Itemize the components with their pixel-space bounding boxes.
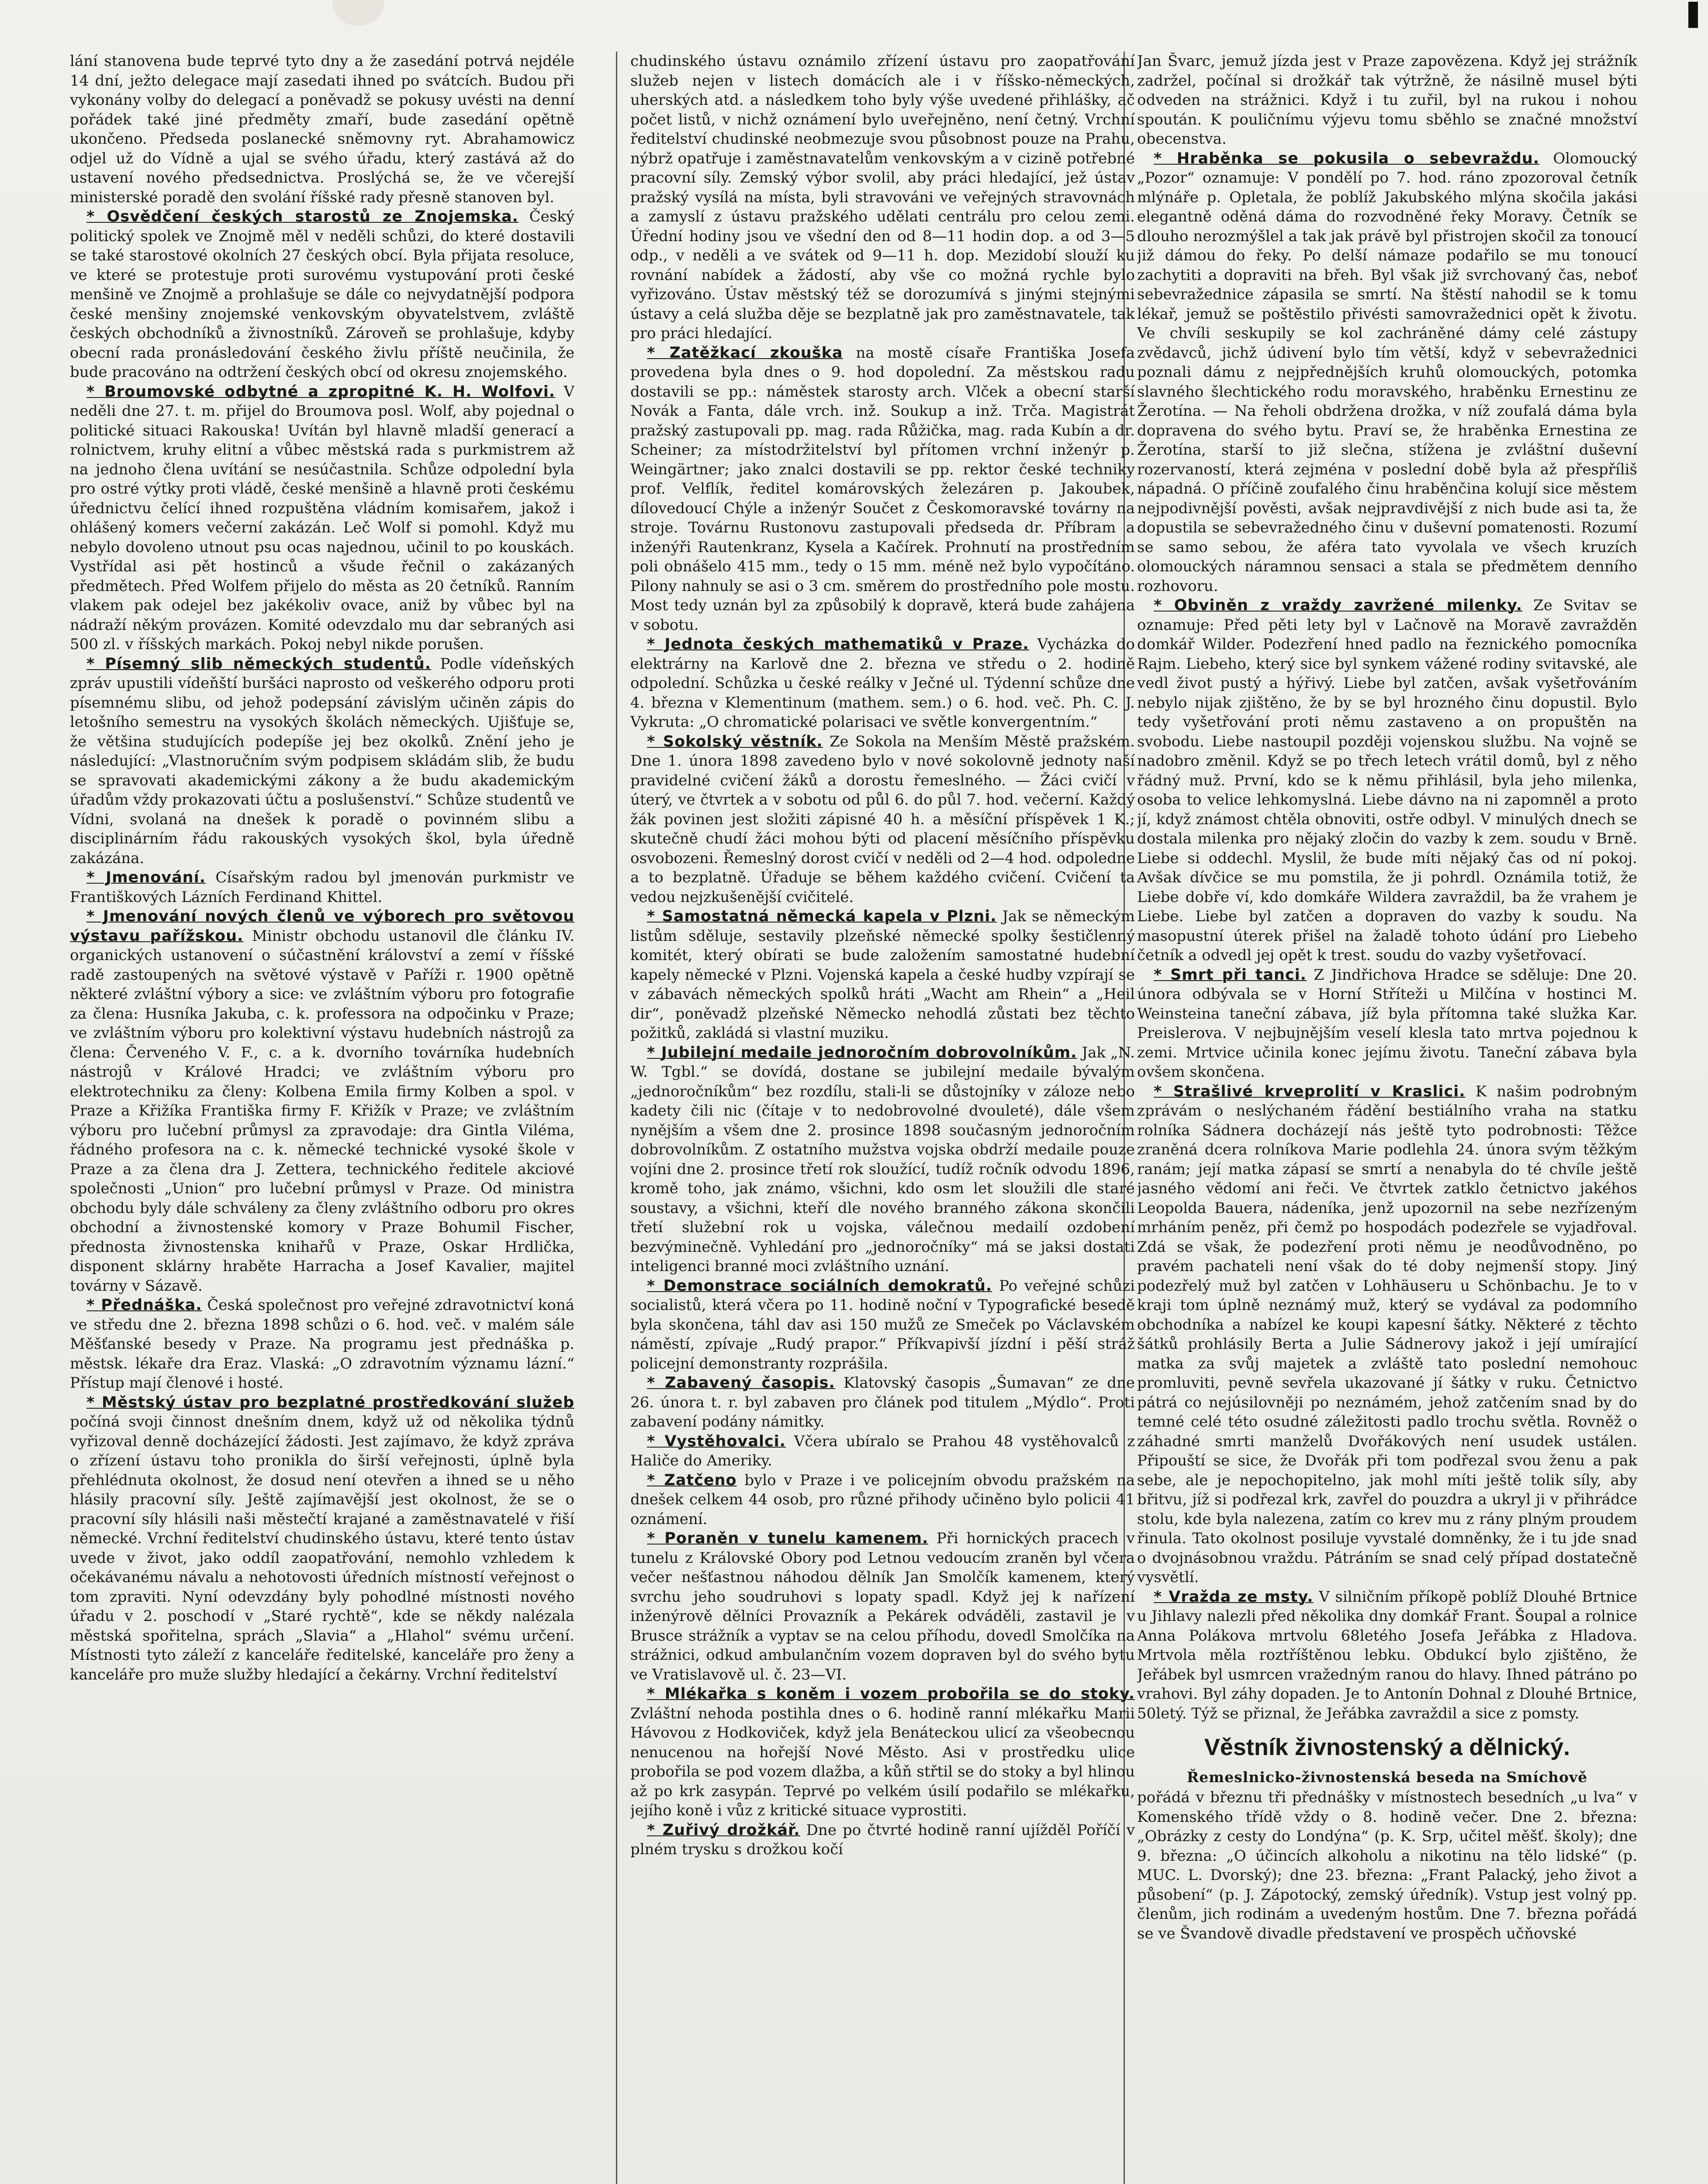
article <box>70 207 574 382</box>
article <box>1137 1082 1637 1587</box>
article-headline: * Jubilejní medaile jednoročním dobrovolníkům. <box>647 1044 1077 1061</box>
section-title: Věstník živnostenský a dělnický. <box>1204 1734 1570 1760</box>
article <box>70 1393 574 1685</box>
article-headline: * Obviněn z vraždy zavržené milenky. <box>1154 597 1523 614</box>
article-body: Zvláštní nehoda postihla dnes o 6. hodině ranní mlékařku Marii Hávovou z Hodkoviček, když jela Benáteckou ulicí za všeobecnou nenucenou na hořejší Nové Město. Asi v prostředku ulice probořila se pod vozem dlažba, a kůň střtil se do stoky a byl hlinou až po krk zasypán. Teprvé po velkém úsilí podařilo se mlékařku, jejího koně i vůz z kritické situace vyprostiti. <box>630 1704 1135 1819</box>
article <box>630 343 1135 635</box>
article-body: V neděli dne 27. t. m. přijel do Broumova posl. Wolf, aby pojednal o politické situaci Rakouska! Uvítán byl hlavně mladší generací a rolnictvem, kruhy elitní a vůbec městská rada s purkmistrem až na jednoho člena uvítání se nesúčastnila. Schůze odpolední byla pro ostré výtky proti vládě, české menšině a hlavně proti českému úřednictvu čelící ihned rozpuštěna vládním komisařem, jakož i ohlášený komers večerní zakázán. Leč Wolf si pomohl. Když mu nebylo dovoleno utnout psu ocas najednou, učinil to po kouskách. Vystřídal asi pět hostinců a všude řečnil o zakázaných předmětech. Před Wolfem přijelo do města as 20 četníků. Ranním vlakem pak odejel bez jakékoliv ovace, aniž by vůbec byl na nádraží někým provázen. Komité odevzdalo mu dar sebraných asi 500 zl. v říšských markách. Pokoj nebyl nikde porušen. <box>70 383 574 653</box>
article <box>630 1432 1135 1471</box>
continued-text: chudinského ústavu oznámilo zřízení ústavu pro zaopatřování služeb nejen v listech domácích ale i v říšsko-německých, uherských atd. a následkem toho byly výše uvedené přihlášky, ač počet listů, v nichž oznámení bylo uveřejněno, není četný. Vrchní ředitelství chudinské neobmezuje svou působnost pouze na Prahu, nýbrž opatřuje i zaměstnavatelům venkovským a v cizině potřebné pracovní síly. Zemský výbor svolil, aby práci hledající, jež ústav pražský vysílá na místa, byli stravováni ve veřejných stravovnách a zamyslí z ústavu pražského udělati centrálu pro celou zemi. Úřední hodiny jsou ve všední den od 8—11 hodin dop. a od 3—5 odp., v neděli a ve svátek od 9—11 h. dop. Mezidobí slouží ku rovnání nabídek a žádostí, aby vše co možná rychle bylo vyřizováno. Ústav městský též se dorozumívá s jinými stejnými ústavy a celá služba děje se bezplatně jak pro zaměstnavatele, tak pro práci hledající. <box>630 52 1135 342</box>
article <box>630 1373 1135 1432</box>
article-body: počíná svoji činnost dnešním dnem, když už od několika týdnů vyřizoval denně docházející žádosti. Jest zajímavo, že když zpráva o zřízení ústavu toho pronikla do širší veřejnosti, úplně byla přehlédnuta okolnost, že dosud není otevřen a ihned se u něho hlásily pracovní síly. Ještě zajímavější jest okolnost, že se o pracovní síly hlásili naši městečtí krajané a zaměstnavatelé v řiší německé. Vrchní ředitelství chudinského ústavu, které tento ústav uvede v život, jako oddíl zaopatřování, nemohlo vzhledem k očekávanému návalu a nehotovosti úředních místností veřejnost o tom zpraviti. Nyní odevzdány byly pohodlné místnosti nového úřadu v 2. poschodí v „Staré rychtě“, kde se někdy nalézala městská spořitelna, sprách „Slavia“ a „Hlahol“ svému určení. Místnosti tyto záleží z kanceláře ředitelské, kanceláře pro ženy a kanceláře pro muže služby hledající a čekárny. Vrchní ředitelství <box>70 1413 574 1683</box>
article <box>630 907 1135 1043</box>
article-headline: * Vystěhovalci. <box>647 1432 786 1450</box>
article <box>630 732 1135 907</box>
article <box>630 635 1135 732</box>
column-rule-left <box>616 52 617 2184</box>
column-1 <box>70 52 574 2184</box>
article-body: na mostě císaře Františka Josefa provedena byla dnes o 9. hod dopolední. Za městskou radu dostavili se pp.: náměstek starosty arch. Vlček a obecní starší Novák a Fanta, dále vrch. inž. Soukup a inž. Trča. Magistrát pražský zastupovali pp. mag. rada Růžička, mag. rada Kubín a dr. Scheiner; za místodržitelství byl přítomen vrchní inženýr p. Weingärtner; jako znalci dostavili se pp. rektor české techniky prof. Velflík, ředitel komárovských železáren p. Jakoubek, dílovedoucí Chýle a inženýr Součet z Českomoravské továrny na stroje. Továrnu Rustonovu zastupovali předseda dr. Příbram a inženýři Rautenkranz, Kysela a Kačírek. Prohnutí na prostředním poli obnášelo 415 mm., tedy o 15 mm. méně než bylo vypočítáno. Pilony nahnuly se asi o 3 cm. směrem do prostředního pole mostu. Most tedy uznán byl za způsobilý k dopravě, která bude zahájena v sobotu. <box>630 344 1135 634</box>
article <box>70 907 574 1296</box>
column-3 <box>1137 52 1637 2184</box>
article <box>630 1529 1135 1684</box>
article-headline: * Osvědčení českých starostů ze Znojemska. <box>86 208 519 225</box>
edge-mark-top <box>1688 2 1698 28</box>
article-body: Olomoucký „Pozor“ oznamuje: V pondělí po 7. hod. ráno zpozoroval četník mlýnáře p. Opletala, že poblíž Jakubského mlýna skočila jakási elegantně oděná dáma do rozvodněné řeky Moravy. Četník se dlouho nerozmýšlel a tak jak právě byl přistrojen skočil za tonoucí již dámou do řeky. Po delší námaze podařilo se mu tonoucí zachytiti a dopraviti na břeh. Byl však již svrchovaný čas, neboť sebevražednice zápasila se smrtí. Na štěstí nahodil se k tomu lékař, jemuž se poštěstilo přivésti samovražednici opět k životu. Ve chvíli seskupily se kol zachráněné dámy celé zástupy zvědavců, jichž údivení bylo tím větší, když v sebevražednici poznali dámu z nejpřednějších kruhů olomouckých, potomka slavného šlechtického rodu moravského, hraběnku Ernestinu ze Žerotína. — Na řeholi obdržena drožka, v níž zoufalá dáma byla dopravena do svého bytu. Praví se, že hraběnka Ernestina ze Žerotína, starší to již slečna, stížena je zvláštní duševní rozervaností, která zejména v poslední době byla až přespříliš nápadná. O příčině zoufalého činu hraběnčina kolují sice městem nejpodivnější pověsti, avšak nejpravdivější z nich bude asi ta, že dopustila se sebevražedného činu v duševní pomatenosti. Rozumí se samo sebou, že aféra tato vyvolala ve všech kruzích olomouckých náramnou sensaci a stala se předmětem denního rozhovoru. <box>1137 149 1637 595</box>
article-body: pořádá v březnu tři přednášky v místnostech besedních „u lva“ v Komenského třídě vždy o 8. hodině večer. Dne 2. března: „Obrázky z cesty do Londýna“ (p. K. Srp, učitel měšť. školy); dne 9. března: „O účincích alkoholu a nikotinu na tělo lidské“ (p. MUC. L. Dvorský); dne 23. března: „Frant Palacký, jeho život a působení“ (p. J. Zápotocký, zemský úředník). Vstup jest volný pp. členům, jich rodinám a uvedeným hostům. Dne 7. března pořádá se ve Švandově divadle představení ve prospěch učňovské <box>1137 1789 1637 1942</box>
article-headline: * Demonstrace sociálních demokratů. <box>647 1277 992 1295</box>
article-body: bylo v Praze i ve policejním obvodu pražském na dnešek celkem 44 osob, pro různé přihody učiněno bylo policii 41 oznámení. <box>630 1471 1135 1528</box>
article-headline: * Jednota českých mathematiků v Praze. <box>647 636 1029 653</box>
article <box>630 1821 1135 1859</box>
article-body: Dne po čtvrté hodině ranní ujížděl Poříčí v plném trysku s drožkou kočí <box>630 1821 1135 1858</box>
article-body: Podle vídeňských zpráv upustili vídeňští buršáci naprosto od veškerého odporu proti písemnému slibu, od jehož podepsání závislým učiněn zápis do letošního semestru na vysokých školách německých. Ujišťuje se, že většina studujících podepíše jej bez okolků. Znění jeho je následující: „Vlastnoručním svým podpisem skládám slib, že budu se spravovati akademickými zákony a že budu akademickým úřadům vždy prokazovati účtu a poslušenství.“ Schůze studentů ve Vídni, svolaná na dnešek k poradě o povinném slibu a disciplinárním řádu rakouských vysokých škol, byla úředně zakázána. <box>70 655 574 867</box>
article-body: Klatovský časopis „Šumavan“ ze dne 26. února t. r. byl zabaven pro článek pod titulem „Mýdlo“. Proti zabavení podány námitky. <box>630 1374 1135 1431</box>
article-headline: * Vražda ze msty. <box>1154 1588 1314 1606</box>
article-body: Při hornických pracech v tunelu z Královské Obory pod Letnou vedoucím zraněn byl včera večer nešťastnou náhodou dělník Jan Smolčík kamenem, který svrchu jeho soudruhovi s lopaty spadl. Když jej k nařízení inženýrově dělníci Provazník a Pekárek odváděli, zastavil je v Brusce strážník a vyptav se na celou příhodu, dovedl Smolčíka na strážnici, odkud ambulančním vozem dopraven byl do svého bytu ve Vratislavově ul. č. 23—VI. <box>630 1530 1135 1683</box>
article-headline: * Mlékařka s koněm i vozem probořila se do stoky. <box>647 1685 1135 1703</box>
article-headline: * Samostatná německá kapela v Plzni. <box>647 908 997 925</box>
article <box>630 1043 1135 1276</box>
article <box>70 382 574 654</box>
article-body: Z Jindřichova Hradce se sděluje: Dne 20. února odbývala se v Horní Stříteži u Milčína v hostinci M. Weinsteina taneční zábava, jíž byla přítomna také služka Kar. Preislerova. V nejbujnějším veselí klesla tato mrtva pojednou k zemi. Mrtvice učinila konec jejímu životu. Taneční zábava byla ovšem skončena. <box>1137 966 1637 1081</box>
article-headline: * Zatčeno <box>647 1471 737 1489</box>
article-body: Císařským radou byl jmenován purkmistr ve Františkových Lázních Ferdinand Khittel. <box>70 869 574 906</box>
article <box>1137 596 1637 965</box>
article-headline: * Broumovské odbytné a zpropitné K. H. Wolfovi. <box>86 383 555 401</box>
article-body: Ze Sokola na Menším Městě pražském. Dne 1. února 1898 zavedeno bylo v nové sokolovně jednoty naší pravidelné cvičení žáků a dorostu řemeslného. — Žáci cvičí v úterý, ve čtvrtek a v sobotu od půl 6. do půl 7. hod. večerní. Každý žák povinen jest složiti zápisné 40 h. a měsíční příspěvek 1 K.; skutečně chudí žáci mohou býti od placení měsíčního příspěvku osvobozeni. Řemeslný dorost cvičí v neděli od 2—4 hod. odpoledne a to bezplatně. Úřaduje se během každého cvičení. Cvičení ta vedou nejzkušenější cvičitelé. <box>630 733 1135 906</box>
article-headline: * Jmenování nových členů ve výborech pro světovou výstavu pařížskou. <box>70 908 574 945</box>
article-body: Česká společnost pro veřejné zdravotnictví koná ve středu dne 2. března 1898 schůzi o 6. hod. več. v malém sále Měšťanské besedy v Praze. Na programu jest přednáška p. městsk. lékaře dra Eraz. Vlaská: „O zdravotním významu lázní.“ Přístup mají členové i hosté. <box>70 1296 574 1392</box>
article-headline: * Městský ústav pro bezplatné prostředkování služeb <box>86 1393 574 1411</box>
article <box>1137 965 1637 1082</box>
article-body: Jak se německým listům sděluje, sestavily plzeňské německé spolky šestičlenný komitét, který obírati se bude založením samostatné hudební kapely německé v Plzni. Vojenská kapela a české hudby vzpírají se v zábavách německých spolků hráti „Wacht am Rhein“ a „Heil dir“, poněvadž plzeňské Německo nehodlá zůstati bez těchto požitků, zakládá si vlastní muziku. <box>630 908 1135 1042</box>
article-headline: * Zuřivý drožkář. <box>647 1821 800 1839</box>
article-headline: * Jmenování. <box>86 869 206 886</box>
article <box>70 868 574 907</box>
article <box>630 1471 1135 1529</box>
article-body: K našim podrobným zprávám o neslýchaném řádění bestiálního vraha na statku rolníka Sádnera docházejí nás ještě tyto podrobnosti: Těžce zraněná dcera rolníkova Marie podlehla 24. února svým těžkým ranám; její matka zápasí se smrtí a nenabyla do té chvíle ještě jasného vědomí ani řeči. Ve čtvrtek zatklo četnictvo jakéhos Leopolda Bauera, nádeníka, jenž upozornil na sebe nezřízeným mrháním peněz, při čemž po hospodách podezřele se vyjadřoval. Zdá se však, že podezření proti němu je neodůvodněno, po pravém pachateli není však do té doby nejmenší stopy. Jiný podezřelý muž byl zatčen v Lohhäuseru u Schönbachu. Je to v kraji tom úplně neznámý muž, který se vydával za podomního obchodníka a nabízel ke koupi kapesní šátky. Některé z těchto šátků prohlásily Berta a Julie Sádnerovy jakož i její umírající matka za svůj majetek a zvláště tato poslední nemohouc promluviti, pevně sevřela ukazované jí šátky v ruku. Četnictvo pátrá co nejúsilovněji po neznámém, jehož zatčením snad by do temné celé této osudné záležitosti padlo trochu světla. Rovněž o záhadné smrti manželů Dvořákových není usudek ustálen. Připouští se sice, že Dvořák při tom podřezal svou ženu a pak sebe, ale je nepochopitelno, jak mohl míti ještě tolik síly, aby břitvu, jíž si podřezal krk, zavřel do pouzdra a ukryl ji v přihrádce stolu, kde byla nalezena, zatím co krev mu z rány plným proudem řinula. Tato okolnost posiluje vyvstalé domněnky, že i tu jde snad o dvojnásobnou vraždu. Pátráním se snad celý případ dostatečně vysvětlí. <box>1137 1082 1637 1586</box>
article <box>70 654 574 868</box>
article <box>630 1276 1135 1374</box>
column-2 <box>630 52 1135 2184</box>
article-body: Po veřejné schůzi socialistů, která včera po 11. hodině noční v Typografické besedě byla skončena, táhl dav asi 150 mužů ze Smeček po Václavském náměstí, zpívaje „Rudý prapor.“ Příkvapivší jízdní i pěší stráž policejní demonstranty rozprášila. <box>630 1277 1135 1372</box>
article-headline: * Zatěžkací zkouška <box>647 344 843 362</box>
article-headline: * Sokolský věstník. <box>647 733 823 750</box>
article <box>630 1684 1135 1821</box>
article-headline: * Poraněn v tunelu kamenem. <box>647 1530 929 1547</box>
article-body: Jak „N. W. Tgbl.“ se dovídá, dostane se jubilejní medaile bývalým „jednoročníkům“ bez rozdílu, stali-li se důstojníky v záloze nebo kadety čili nic (čítaje v to nedobrovolné dvouleté), dále všem nynějším a všem dne 2. prosince 1898 současným jednoročním dobrovolníkům. Z ostatního mužstva vojska obdrží medaile pouze vojíni dne 2. prosince třetí rok sloužící, tudíž ročník odvodu 1896, kromě toho, jak známo, všichni, kdo osm let sloužili dle staré soustavy, a všichni, kteří dle nového branného zákona skončili třetí služební rok u vojska, válečnou medailí ozdobení bezvýminečně. Vyhledání pro „jednoročníky“ má se jaksi dostati inteligenci branné moci zvláštního uznání. <box>630 1044 1135 1275</box>
continued-text: lání stanovena bude teprvé tyto dny a že zasedání potrvá nejdéle 14 dní, ježto delegace mají zasedati ihned po svátcích. Budou při vykonány volby do delegací a poněvadž se pokusy uvésti na denní pořádek také jiné předměty zmaří, bude zasedání opětně ukončeno. Předseda poslanecké sněmovny ryt. Abrahamowicz odjel už do Vídně a ujal se svého úřadu, který zastává až do ustavení nového předsednictva. Proslýchá se, že ve včerejší ministerské poradě den svolání říšské rady přesně stanoven byl. <box>70 52 574 206</box>
article-body: Ministr obchodu ustanovil dle článku IV. organických ustanovení o súčastnění království a zemí v říšské radě zastoupených na světové výstavě v Paříži r. 1900 opětně některé zvláštní výbory a sice: ve zvláštním výboru pro fotografie za člena: Husníka Jakuba, c. k. professora na odpočinku v Praze; ve zvláštním výboru pro kolektivní výstavu hudebních nástrojů za člena: Červeného V. F., c. a k. dvorního továrníka hudebních nástrojů v Králové Hradci; ve zvláštním výboru pro elektrotechniku za členy: Kolbena Emila firmy Kolben a spol. v Praze a Křižíka Františka firmy F. Křižík v Praze; ve zvláštním výboru pro lučební průmysl za zpravodaje: dra Gintla Viléma, řádného profesora na c. k. německé technické vysoké škole v Praze a za člena dra J. Zettera, technického ředitele akciové společnosti „Union“ pro lučební průmysl v Praze. Od ministra obchodu byly dále schváleny za členy zvláštního odboru pro okres obchodní a živnostenské komory v Praze Bohumil Fischer, přednosta živnostenska knihařů v Praze, Oskar Hrdlička, disponent sklárny hraběte Harracha a Josef Kavalier, majitel továrny v Sázavě. <box>70 927 574 1295</box>
paper-stain <box>332 0 384 26</box>
article <box>1137 1587 1637 1724</box>
article-body: Včera ubíralo se Prahou 48 vystěhovalců z Haliče do Ameriky. <box>630 1432 1135 1469</box>
article-headline: * Zabavený časopis. <box>647 1374 835 1392</box>
article-headline: * Smrt při tanci. <box>1154 966 1307 984</box>
article-body: Český politický spolek ve Znojmě měl v neděli schůzi, do které dostavili se také starostové okolních 27 českých obcí. Byla přijata resoluce, ve které se protestuje proti surovému vystupování proti české menšině ve Znojmě a prohlašuje se dále co nejvydatnější podpora české menšiny znojemské venkovským obyvatelstvem, zvláště českých obchodníků a živnostníků. Zároveň se prohlašuje, kdyby obecní rada pronásledování českého živlu příště neučinila, že bude pracováno na odtržení českých obcí od okresu znojemského. <box>70 208 574 381</box>
article-headline: * Strašlivé krveprolití v Kraslici. <box>1154 1082 1466 1100</box>
article-headline: * Hraběnka se pokusila o sebevraždu. <box>1154 149 1540 167</box>
article-body: Ze Svitav se oznamuje: Před pěti lety byl v Lačnově na Moravě zavražděn domkář Wilder. Podezření hned padlo na řeznického pomocníka Rajm. Liebeho, který sice byl synkem vážené rodiny svitavské, ale vedl život pustý a hýřivý. Liebe byl zatčen, avšak vyšetřováním nebylo nijak zjištěno, že by se byl hrozného činu dopustil. Bylo tedy vyšetřování proti němu zastaveno a on propuštěn na svobodu. Liebe nastoupil později vojenskou službu. Na vojně se nadobro změnil. Když se po třech letech vrátil domů, byl z něho řádný muž. První, kdo se k němu přihlásil, byla jeho milenka, osoba to velice lehkomyslná. Liebe dávno na ni zapomněl a proto jí, když známost chtěla obnoviti, ostře odbyl. V minulých dnech se dostala milenka pro nějaký zločin do vazby k zem. soudu v Brně. Liebe si oddechl. Myslil, že bude míti nějaký čas od ní pokoj. Avšak dívčice se mu pomstila, že ji pohrdl. Oznámila totiž, že Liebe dobře ví, kdo domkáře Wildera zavraždil, ba že vrahem je Liebe. Liebe byl zatčen a dopraven do vazby k soudu. Na masopustní úterek přišel na žaladě tohoto údání pro Liebeho četník a odvedl jej opět k trest. soudu do vazby vyšetřovací. <box>1137 597 1637 964</box>
article <box>70 1296 574 1393</box>
continued-text: Jan Švarc, jemuž jízda jest v Praze zapovězena. Když jej strážník zadržel, počínal si drožkář tak výtržně, že násilně musel býti odveden na strážnici. Když i tu zuřil, byl na rukou i nohou spoután. K pouličnímu výjevu tomu sběhlo se značné množství obecenstva. <box>1137 52 1637 148</box>
article <box>1137 149 1637 596</box>
article-headline: * Písemný slib německých studentů. <box>86 655 431 673</box>
article-body: Vycházka do elektrárny na Karlově dne 2. března ve středu o 2. hodině odpolední. Schůzka u české reálky v Ječné ul. Týdenní schůze dne 4. března v Klementinum (mathem. sem.) o 6. hod. več. Ph. C. J. Vykruta: „O chromatické polarisaci ve světle konvergentním.“ <box>630 636 1135 731</box>
section-subheading: Řemeslnicko-živnostenská beseda na Smíchově <box>1186 1769 1588 1786</box>
article-body: V silničním příkopě poblíž Dlouhé Brtnice u Jihlavy nalezli před několika dny domkář Frant. Šoupal a rolnice Anna Polákova mrtvolu 68letého Josefa Jeřábka z Hladova. Mrtvola měla roztříštěnou lebku. Obdukcí bylo zjištěno, že Jeřábek byl usmrcen vražedným ranou do hlavy. Ihned pátráno po vrahovi. Byl záhy dopaden. Je to Antonín Dohnal z Dlouhé Brtnice, 50letý. Týž se přiznal, že Jeřábka zavraždil a sice z pomsty. <box>1137 1588 1637 1722</box>
article-headline: * Přednáška. <box>86 1296 202 1314</box>
